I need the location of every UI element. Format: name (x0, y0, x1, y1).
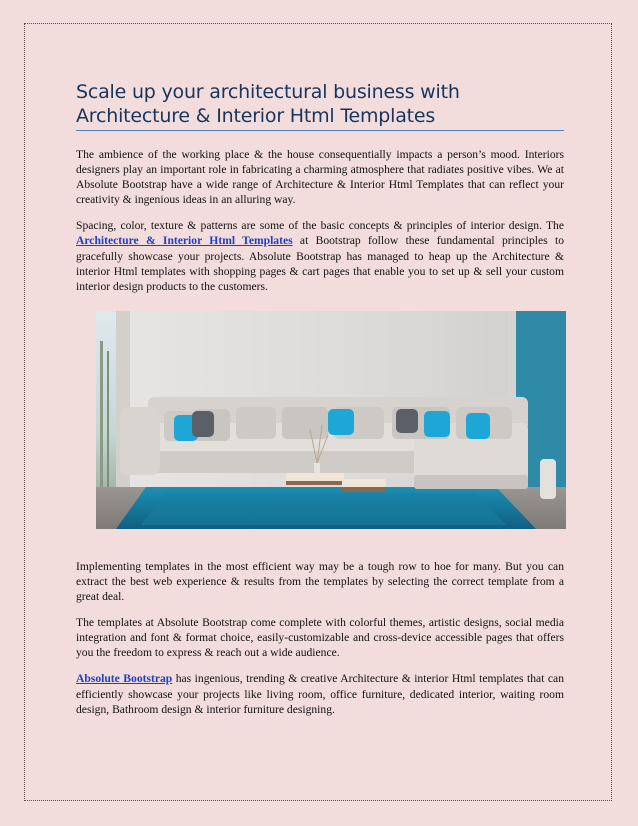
living-room-illustration (96, 311, 566, 529)
document-body (76, 80, 564, 717)
paragraph-implementing: Implementing templates in the most efficient way may be a tough row to hoe for many. But you can extract the best web experience & results from the templates by selecting the correct template from a great deal. (76, 559, 564, 604)
absolute-bootstrap-link[interactable]: Absolute Bootstrap (76, 672, 173, 686)
title-rule (76, 130, 564, 131)
living-room-photo (96, 311, 566, 529)
paragraph-principles-end: at Bootstrap follow these fundamental principles to gracefully showcase your projects. Absolute Bootstrap has managed to heap up the Architecture & interior Html templates with shopping pages & cart pages that enable you to set up & sell your custom interior design products to the customers. (76, 234, 564, 293)
architecture-templates-link[interactable]: Architecture & Interior Html Templates (76, 234, 293, 248)
paragraph-principles (76, 218, 564, 293)
paragraph-closing (76, 671, 564, 716)
paragraph-features: The templates at Absolute Bootstrap come complete with colorful themes, artistic designs, social media integration and font & format choice, easily-customizable and cross-device accessible pages that offers you the freedom to express & reach out a wide audience. (76, 616, 564, 660)
paragraph-closing-text: has ingenious, trending & creative Architecture & interior Html templates that can efficiently showcase your projects like living room, office furniture, dedicated interior, waiting room design, Bathroom design & interior furniture designing. (76, 672, 565, 716)
paragraph-principles-start: Spacing, color, texture & patterns are some of the basic concepts & principles of interior design. The (76, 219, 564, 233)
page-title: Scale up your architectural business with Architecture & Interior Html Templates (76, 81, 460, 127)
paragraph-intro: The ambience of the working place & the house consequentially impacts a person’s mood. Interiors designers play an important role in fabricating a charming atmosphere that radiates positive vibes. We at Absolute Bootstrap have a wide range of Architecture & Interior Html Templates that can reflect your creativity & ingenious ideas in an alluring way. (76, 148, 564, 207)
